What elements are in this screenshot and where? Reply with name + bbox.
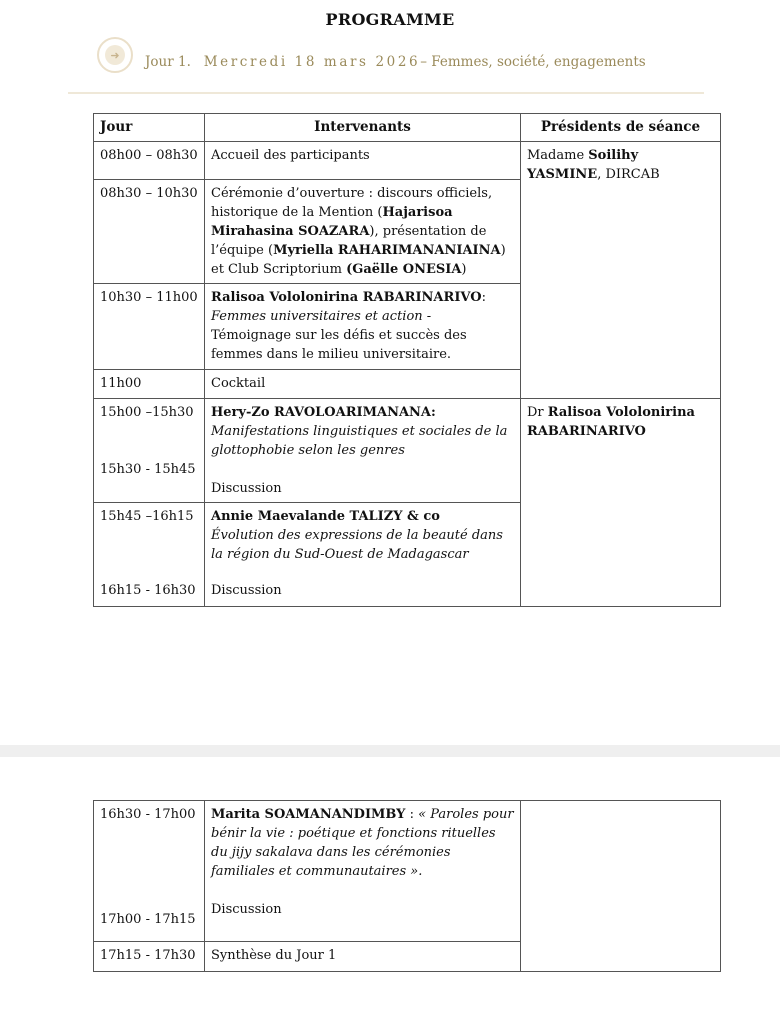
table-row — [94, 801, 721, 942]
speaker-name: Marita SOAMANANDIMBY — [211, 807, 406, 822]
page-separator — [0, 745, 780, 757]
row-text: Ralisoa Vololonirina RABARINARIVO: Femmes universitaires et action - Témoignage sur les défis et succès des femmes dans le milieu universitaire. — [205, 284, 521, 370]
header-divider — [68, 92, 704, 94]
speaker-name: Annie Maevalande TALIZY & co — [211, 509, 440, 524]
programme-table — [93, 113, 721, 607]
row-time: 17h15 - 17h30 — [94, 942, 205, 972]
row-time: 08h00 – 08h30 — [94, 142, 205, 180]
row-text: Annie Maevalande TALIZY & co Évolution des expressions de la beauté dans la région du Sud-Ouest de Madagascar Discussion — [205, 503, 521, 607]
row-text: Hery-Zo RAVOLOARIMANANA: Manifestations linguistiques et sociales de la glottophobie selon les genres Discussion — [205, 399, 521, 503]
row-text: Synthèse du Jour 1 — [205, 942, 521, 972]
president-name: Ralisoa Vololonirina RABARINARIVO — [527, 405, 695, 439]
arrow-right-icon: ➜ — [105, 45, 125, 65]
row-time: 16h30 - 17h00 17h00 - 17h15 — [94, 801, 205, 942]
day-theme: – Femmes, société, engagements — [420, 54, 646, 70]
speaker-name: Ralisoa Vololonirina RABARINARIVO — [211, 290, 482, 305]
president-cell: Dr Ralisoa Vololonirina RABARINARIVO — [521, 399, 721, 607]
arrow-circle-icon — [97, 37, 133, 73]
col-header-presidents: Présidents de séance — [521, 114, 721, 142]
row-text: Cocktail — [205, 370, 521, 399]
president-name: Soilihy YASMINE — [527, 148, 639, 182]
row-text: Accueil des participants — [205, 142, 521, 180]
table-row — [94, 142, 721, 180]
president-cell-empty — [521, 801, 721, 972]
col-header-intervenants: Intervenants — [205, 114, 521, 142]
page-title: PROGRAMME — [325, 10, 455, 29]
row-time: 11h00 — [94, 370, 205, 399]
day-prefix: Jour 1. — [145, 54, 191, 70]
row-text: Marita SOAMANANDIMBY : « Paroles pour bénir la vie : poétique et fonctions rituelles du jijy sakalava dans les cérémonies familiales et communautaires ». Discussion — [205, 801, 521, 942]
row-text: Cérémonie d’ouverture : discours officiels, historique de la Mention (Hajarisoa Mirahasina SOAZARA), présentation de l’équipe (Myriella RAHARIMANANIAINA) et Club Scriptorium (Gaëlle ONESIA) — [205, 180, 521, 284]
president-cell: Madame Soilihy YASMINE, DIRCAB — [521, 142, 721, 399]
day-date: Mercredi 18 mars 2026 — [203, 54, 421, 70]
table-header-row — [94, 114, 721, 142]
row-time: 15h45 –16h15 16h15 - 16h30 — [94, 503, 205, 607]
col-header-jour: Jour — [94, 114, 205, 142]
row-time: 08h30 – 10h30 — [94, 180, 205, 284]
speaker-name: Hery-Zo RAVOLOARIMANANA: — [211, 405, 436, 420]
table-row — [94, 399, 721, 503]
page-2 — [0, 757, 780, 1024]
day-heading — [145, 54, 646, 70]
row-time: 15h00 –15h30 15h30 - 15h45 — [94, 399, 205, 503]
row-time: 10h30 – 11h00 — [94, 284, 205, 370]
programme-table-continued — [93, 800, 721, 972]
